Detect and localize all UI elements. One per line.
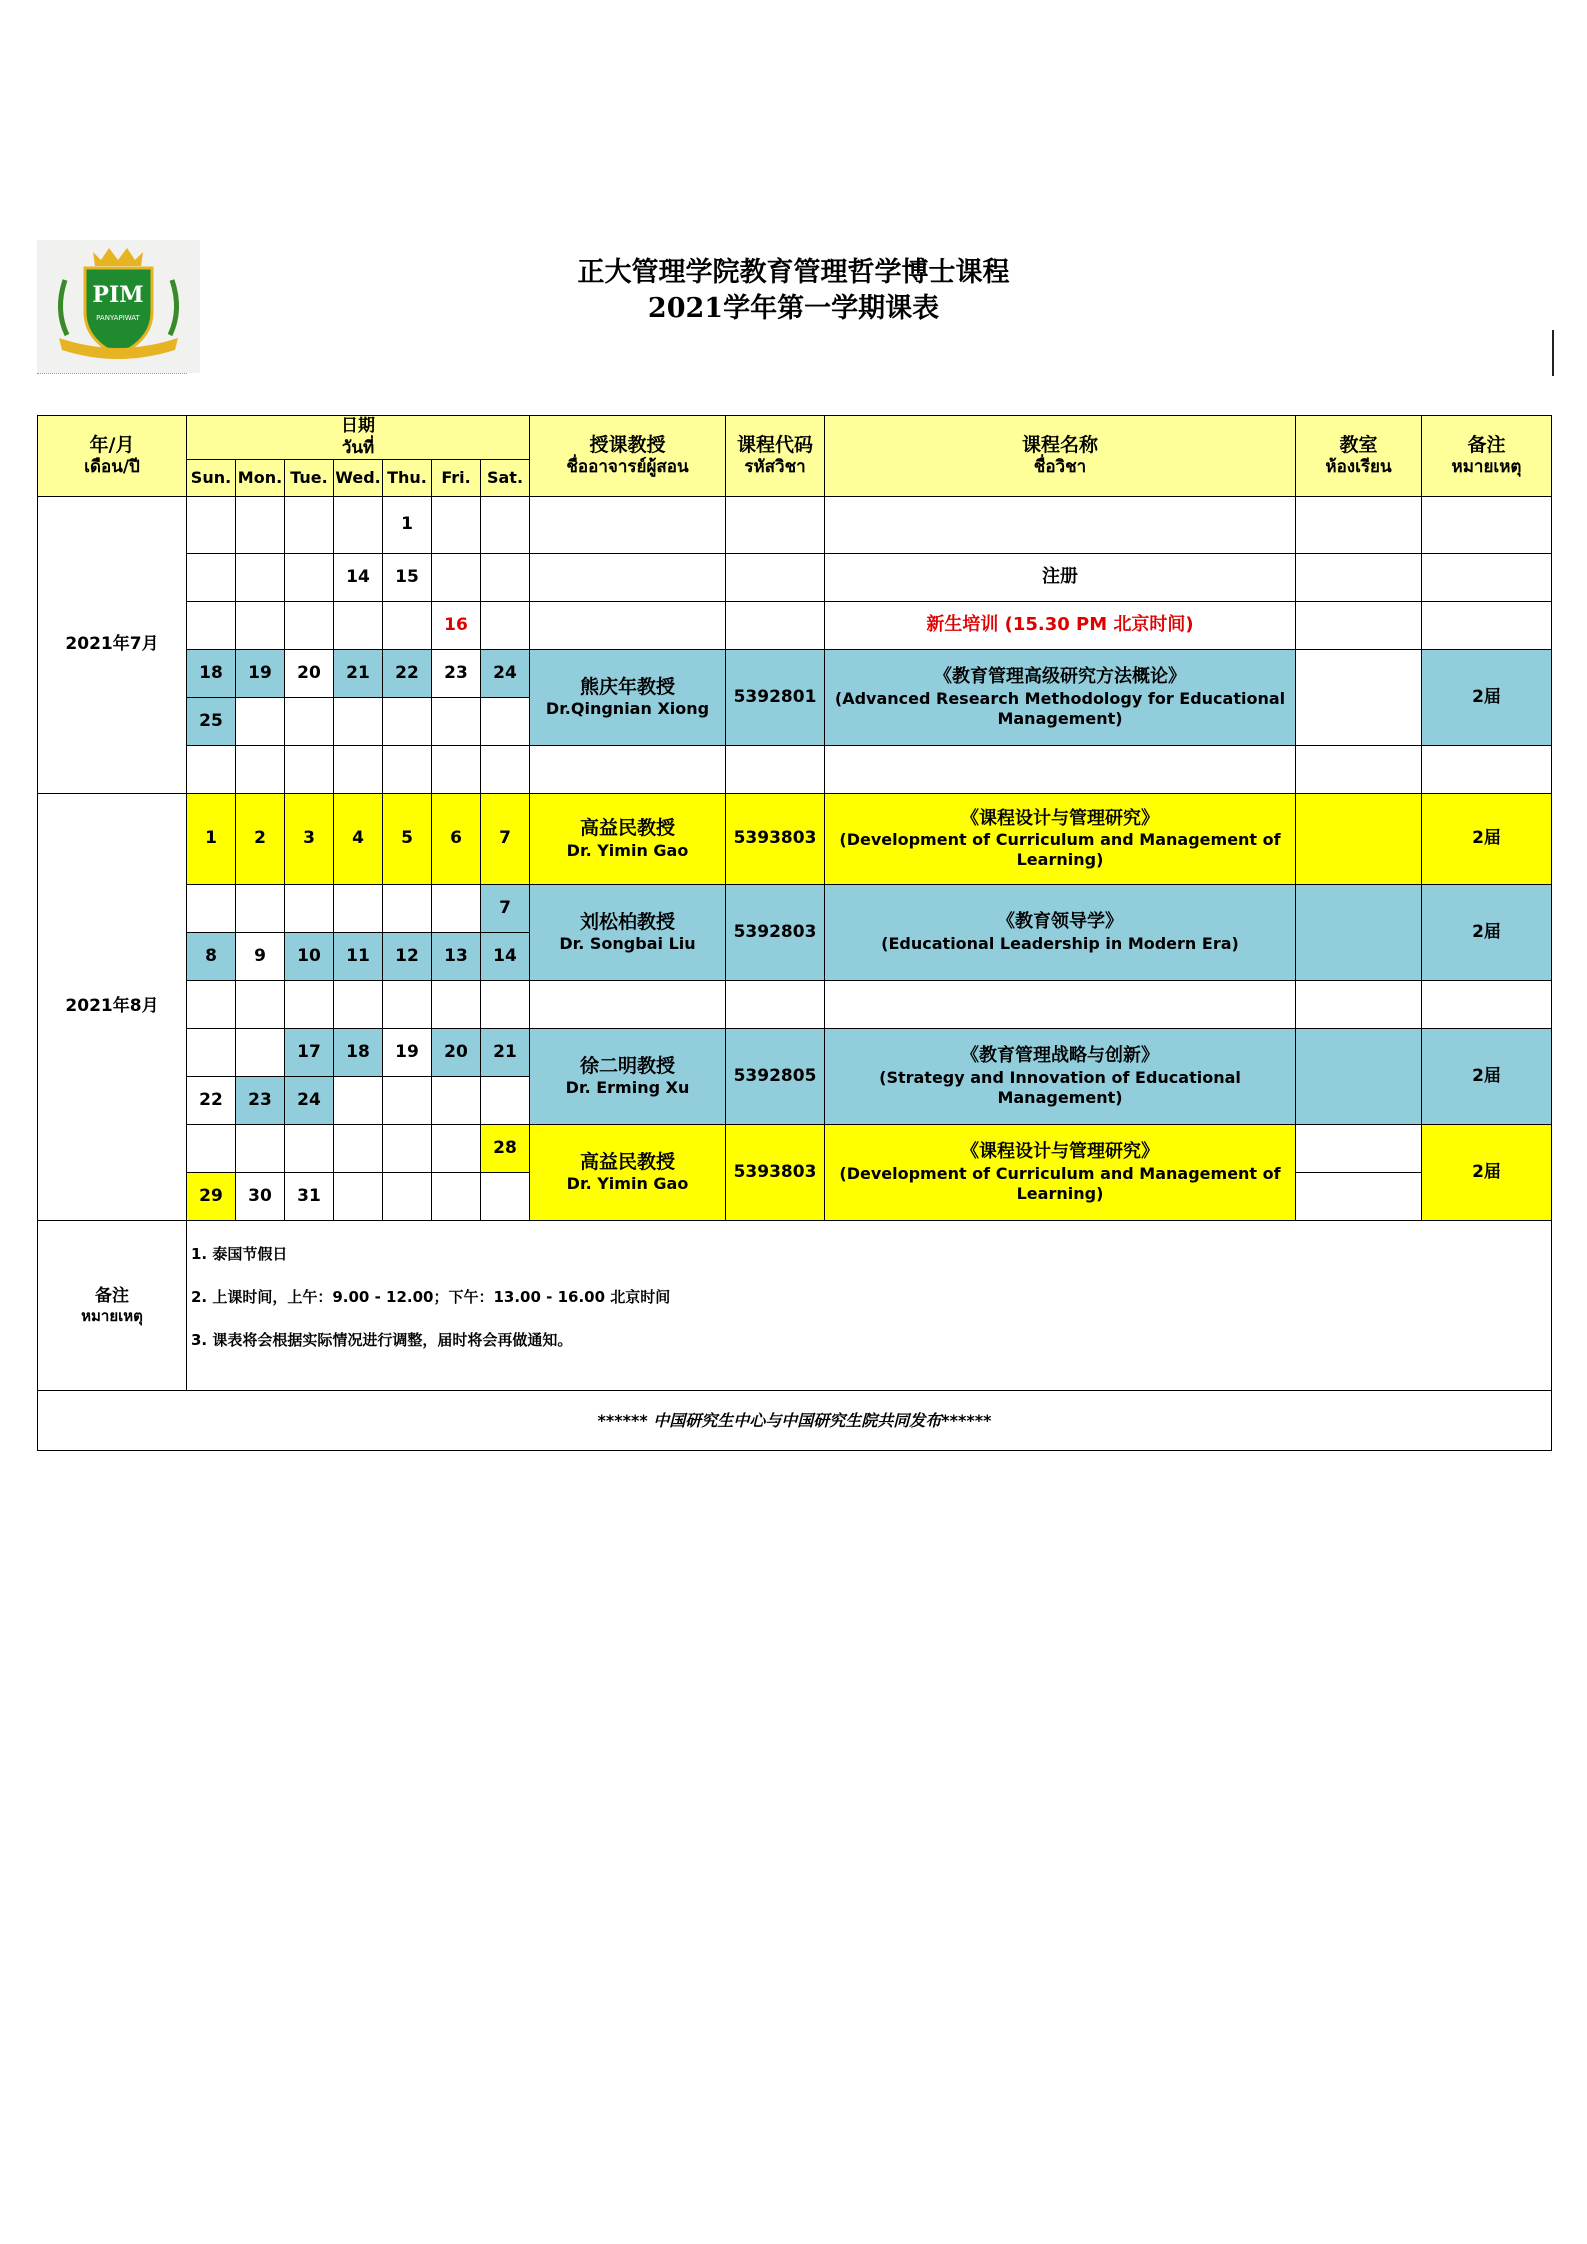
day-cell: 15 xyxy=(383,554,432,602)
header-row xyxy=(38,416,1552,460)
page-title: 正大管理学院教育管理哲学博士课程 xyxy=(577,257,1010,288)
note-item: 2. 上课时间，上午：9.00 - 12.00；下午：13.00 - 16.00 北京时间 xyxy=(191,1288,671,1306)
col-header-room: 教室 ห้องเรียน xyxy=(1296,416,1422,497)
course-note-registration: 注册 xyxy=(825,554,1296,602)
day-cell: 7 xyxy=(481,794,530,885)
day-cell: 12 xyxy=(383,933,432,981)
col-header-year-month: 年/月 เดือน/ปี xyxy=(38,416,187,497)
professor-cell: 熊庆年教授 Dr.Qingnian Xiong xyxy=(530,650,726,746)
day-cell xyxy=(236,885,285,933)
day-header-tue: Tue. xyxy=(285,460,334,497)
day-cell xyxy=(432,554,481,602)
room-cell xyxy=(1296,602,1422,650)
code-cell: 5392801 xyxy=(726,650,825,746)
day-header-mon: Mon. xyxy=(236,460,285,497)
day-cell xyxy=(481,1173,530,1221)
course-cell: 《课程设计与管理研究》 (Development of Curriculum and Management of Learning) xyxy=(825,794,1296,885)
day-cell: 3 xyxy=(285,794,334,885)
day-cell xyxy=(187,602,236,650)
note-item: 3. 课表将会根据实际情况进行调整，届时将会再做通知。 xyxy=(191,1331,573,1349)
remark-cell: 2届 xyxy=(1422,885,1552,981)
notes-label: 备注 หมายเหตุ xyxy=(38,1221,187,1391)
month-august: 2021年8月 xyxy=(38,794,187,1221)
table-row xyxy=(38,497,1552,554)
svg-text:PIM: PIM xyxy=(92,282,144,308)
day-cell xyxy=(187,885,236,933)
day-cell: 22 xyxy=(187,1077,236,1125)
notes-row xyxy=(38,1221,1552,1391)
footer-text: ****** 中国研究生中心与中国研究生院共同发布****** xyxy=(38,1391,1552,1451)
table-row xyxy=(38,885,1552,933)
day-cell: 22 xyxy=(383,650,432,698)
day-cell xyxy=(187,1125,236,1173)
day-cell: 24 xyxy=(285,1077,334,1125)
right-rule xyxy=(1552,330,1554,376)
day-cell: 5 xyxy=(383,794,432,885)
room-cell xyxy=(1296,650,1422,746)
day-cell: 20 xyxy=(285,650,334,698)
day-cell xyxy=(236,1029,285,1077)
day-cell xyxy=(481,981,530,1029)
day-cell xyxy=(236,497,285,554)
day-cell xyxy=(285,554,334,602)
table-row xyxy=(38,602,1552,650)
day-cell xyxy=(383,885,432,933)
day-cell xyxy=(236,698,285,746)
day-header-sun: Sun. xyxy=(187,460,236,497)
table-row xyxy=(38,981,1552,1029)
day-cell xyxy=(334,698,383,746)
day-cell: 29 xyxy=(187,1173,236,1221)
day-header-sat: Sat. xyxy=(481,460,530,497)
day-cell: 18 xyxy=(187,650,236,698)
day-cell xyxy=(334,1077,383,1125)
day-cell xyxy=(481,746,530,794)
remark-cell: 2届 xyxy=(1422,1029,1552,1125)
code-cell xyxy=(726,981,825,1029)
day-cell: 23 xyxy=(236,1077,285,1125)
day-cell xyxy=(383,981,432,1029)
professor-cell: 徐二明教授 Dr. Erming Xu xyxy=(530,1029,726,1125)
day-cell: 19 xyxy=(236,650,285,698)
day-cell xyxy=(481,1077,530,1125)
day-cell xyxy=(383,746,432,794)
remark-cell xyxy=(1422,981,1552,1029)
day-cell xyxy=(383,602,432,650)
course-cell: 《课程设计与管理研究》 (Development of Curriculum and Management of Learning) xyxy=(825,1125,1296,1221)
day-header-thu: Thu. xyxy=(383,460,432,497)
page-subtitle: 2021学年第一学期课表 xyxy=(647,293,940,324)
day-cell xyxy=(481,497,530,554)
day-cell xyxy=(187,981,236,1029)
day-cell: 8 xyxy=(187,933,236,981)
day-cell xyxy=(334,885,383,933)
remark-cell xyxy=(1422,554,1552,602)
day-cell: 1 xyxy=(187,794,236,885)
day-cell xyxy=(383,1077,432,1125)
course-cell: 《教育管理战略与创新》 (Strategy and Innovation of Educational Management) xyxy=(825,1029,1296,1125)
day-cell: 16 xyxy=(432,602,481,650)
day-cell xyxy=(481,698,530,746)
day-cell xyxy=(334,602,383,650)
course-cell xyxy=(825,746,1296,794)
day-cell: 20 xyxy=(432,1029,481,1077)
day-cell xyxy=(285,885,334,933)
day-cell: 21 xyxy=(481,1029,530,1077)
day-cell xyxy=(285,1125,334,1173)
code-cell: 5392803 xyxy=(726,885,825,981)
day-cell xyxy=(285,602,334,650)
col-header-professor: 授课教授 ชื่ออาจารย์ผู้สอน xyxy=(530,416,726,497)
day-cell xyxy=(236,1125,285,1173)
day-cell: 11 xyxy=(334,933,383,981)
col-header-code: 课程代码 รหัสวิชา xyxy=(726,416,825,497)
code-cell xyxy=(726,497,825,554)
day-cell xyxy=(334,981,383,1029)
col-header-course: 课程名称 ชื่อวิชา xyxy=(825,416,1296,497)
day-cell: 2 xyxy=(236,794,285,885)
remark-cell xyxy=(1422,602,1552,650)
day-cell: 17 xyxy=(285,1029,334,1077)
day-cell xyxy=(285,981,334,1029)
course-cell xyxy=(825,497,1296,554)
day-cell: 24 xyxy=(481,650,530,698)
day-cell xyxy=(383,1173,432,1221)
room-cell xyxy=(1296,554,1422,602)
notes-body xyxy=(187,1221,1552,1391)
col-header-remark: 备注 หมายเหตุ xyxy=(1422,416,1552,497)
room-cell xyxy=(1296,1125,1422,1173)
course-cell: 《教育管理高级研究方法概论》 (Advanced Research Methodology for Educational Management) xyxy=(825,650,1296,746)
professor-cell xyxy=(530,602,726,650)
day-cell xyxy=(187,554,236,602)
day-cell: 6 xyxy=(432,794,481,885)
day-cell: 7 xyxy=(481,885,530,933)
month-july: 2021年7月 xyxy=(38,497,187,794)
course-note-orientation: 新生培训 (15.30 PM 北京时间) xyxy=(825,602,1296,650)
day-cell xyxy=(334,1125,383,1173)
remark-cell: 2届 xyxy=(1422,650,1552,746)
professor-cell xyxy=(530,554,726,602)
day-cell xyxy=(432,497,481,554)
svg-text:PANYAPIWAT: PANYAPIWAT xyxy=(96,314,140,322)
footer-row xyxy=(38,1391,1552,1451)
day-cell xyxy=(285,746,334,794)
day-cell xyxy=(334,497,383,554)
day-cell xyxy=(481,602,530,650)
professor-cell: 刘松柏教授 Dr. Songbai Liu xyxy=(530,885,726,981)
day-cell: 28 xyxy=(481,1125,530,1173)
table-row xyxy=(38,1125,1552,1173)
table-row xyxy=(38,554,1552,602)
day-cell: 18 xyxy=(334,1029,383,1077)
day-cell xyxy=(334,746,383,794)
table-row xyxy=(38,1029,1552,1077)
day-cell: 13 xyxy=(432,933,481,981)
code-cell: 5392805 xyxy=(726,1029,825,1125)
day-cell xyxy=(187,497,236,554)
col-header-date: 日期 วันที่ xyxy=(187,416,530,460)
day-cell: 23 xyxy=(432,650,481,698)
day-cell: 4 xyxy=(334,794,383,885)
room-cell xyxy=(1296,1029,1422,1125)
day-cell: 9 xyxy=(236,933,285,981)
day-cell: 14 xyxy=(481,933,530,981)
code-cell: 5393803 xyxy=(726,794,825,885)
day-cell xyxy=(236,554,285,602)
course-cell xyxy=(825,981,1296,1029)
day-cell xyxy=(187,746,236,794)
logo-divider xyxy=(37,373,187,374)
day-cell xyxy=(334,1173,383,1221)
remark-cell: 2届 xyxy=(1422,1125,1552,1221)
day-cell: 30 xyxy=(236,1173,285,1221)
table-row xyxy=(38,794,1552,885)
code-cell xyxy=(726,554,825,602)
day-cell: 10 xyxy=(285,933,334,981)
day-cell xyxy=(432,885,481,933)
professor-cell xyxy=(530,746,726,794)
day-cell xyxy=(285,497,334,554)
day-cell xyxy=(432,1173,481,1221)
room-cell xyxy=(1296,794,1422,885)
note-item: 1. 泰国节假日 xyxy=(191,1245,288,1263)
remark-cell xyxy=(1422,746,1552,794)
day-cell xyxy=(432,981,481,1029)
table-row xyxy=(38,650,1552,698)
course-cell: 《教育领导学》 (Educational Leadership in Modern Era) xyxy=(825,885,1296,981)
remark-cell: 2届 xyxy=(1422,794,1552,885)
day-cell: 21 xyxy=(334,650,383,698)
day-cell: 31 xyxy=(285,1173,334,1221)
day-cell xyxy=(383,1125,432,1173)
room-cell xyxy=(1296,1173,1422,1221)
day-cell xyxy=(236,981,285,1029)
day-cell xyxy=(432,1077,481,1125)
room-cell xyxy=(1296,885,1422,981)
day-cell xyxy=(383,698,432,746)
room-cell xyxy=(1296,746,1422,794)
day-cell xyxy=(236,602,285,650)
code-cell xyxy=(726,746,825,794)
room-cell xyxy=(1296,981,1422,1029)
day-cell xyxy=(187,1029,236,1077)
day-cell xyxy=(432,698,481,746)
room-cell xyxy=(1296,497,1422,554)
day-header-wed: Wed. xyxy=(334,460,383,497)
day-cell: 19 xyxy=(383,1029,432,1077)
professor-cell xyxy=(530,497,726,554)
day-header-fri: Fri. xyxy=(432,460,481,497)
schedule-table xyxy=(37,415,1552,1451)
day-cell: 25 xyxy=(187,698,236,746)
professor-cell xyxy=(530,981,726,1029)
day-cell xyxy=(432,1125,481,1173)
code-cell: 5393803 xyxy=(726,1125,825,1221)
professor-cell: 高益民教授 Dr. Yimin Gao xyxy=(530,1125,726,1221)
remark-cell xyxy=(1422,497,1552,554)
table-row xyxy=(38,746,1552,794)
day-cell: 14 xyxy=(334,554,383,602)
professor-cell: 高益民教授 Dr. Yimin Gao xyxy=(530,794,726,885)
day-cell xyxy=(236,746,285,794)
day-cell xyxy=(481,554,530,602)
day-cell xyxy=(432,746,481,794)
code-cell xyxy=(726,602,825,650)
day-cell xyxy=(285,698,334,746)
day-cell: 1 xyxy=(383,497,432,554)
